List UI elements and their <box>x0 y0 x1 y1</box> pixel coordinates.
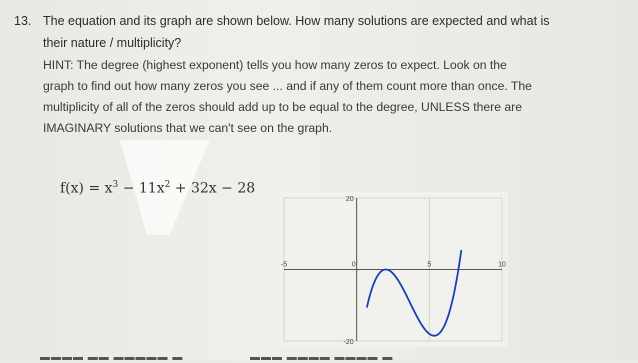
question-text-line2: their nature / multiplicity? <box>43 36 182 50</box>
equation-lhs: f(x) = x <box>60 180 113 197</box>
hint-line1: HINT: The degree (highest exponent) tells you how many zeros to expect. Look on the <box>43 58 507 72</box>
hint-line2: graph to find out how many zeros you see ... and if any of them count more than once. The <box>43 79 532 93</box>
function-graph <box>278 192 508 347</box>
y-tick-label: 20 <box>345 196 354 203</box>
equation <box>60 180 255 197</box>
bottom-scrap-right: ▬▬▬ ▬▬▬▬ ▬▬▬▬ ▬ <box>250 352 394 363</box>
x-tick-label: 0 <box>351 261 356 269</box>
bottom-scrap-left: ▬▬▬▬ ▬▬ ▬▬▬▬▬ ▬ <box>40 352 184 363</box>
x-tick-label: -5 <box>280 261 288 269</box>
question-number: 13. <box>14 14 32 28</box>
hint-line4: IMAGINARY solutions that we can't see on the graph. <box>43 121 333 135</box>
hint-line3: multiplicity of all of the zeros should add up to be equal to the degree, UNLESS there are <box>43 100 522 114</box>
x-tick-label: 5 <box>427 261 432 269</box>
y-tick-label: -20 <box>343 339 354 346</box>
equation-term2: − 11x <box>118 180 165 197</box>
x-tick-label: 10 <box>498 261 506 269</box>
equation-exponent-2: 2 <box>164 180 171 190</box>
equation-exponent-1: 3 <box>112 180 119 190</box>
question-text-line1: The equation and its graph are shown below. How many solutions are expected and what is <box>43 14 550 28</box>
equation-rest: + 32x − 28 <box>170 180 256 197</box>
